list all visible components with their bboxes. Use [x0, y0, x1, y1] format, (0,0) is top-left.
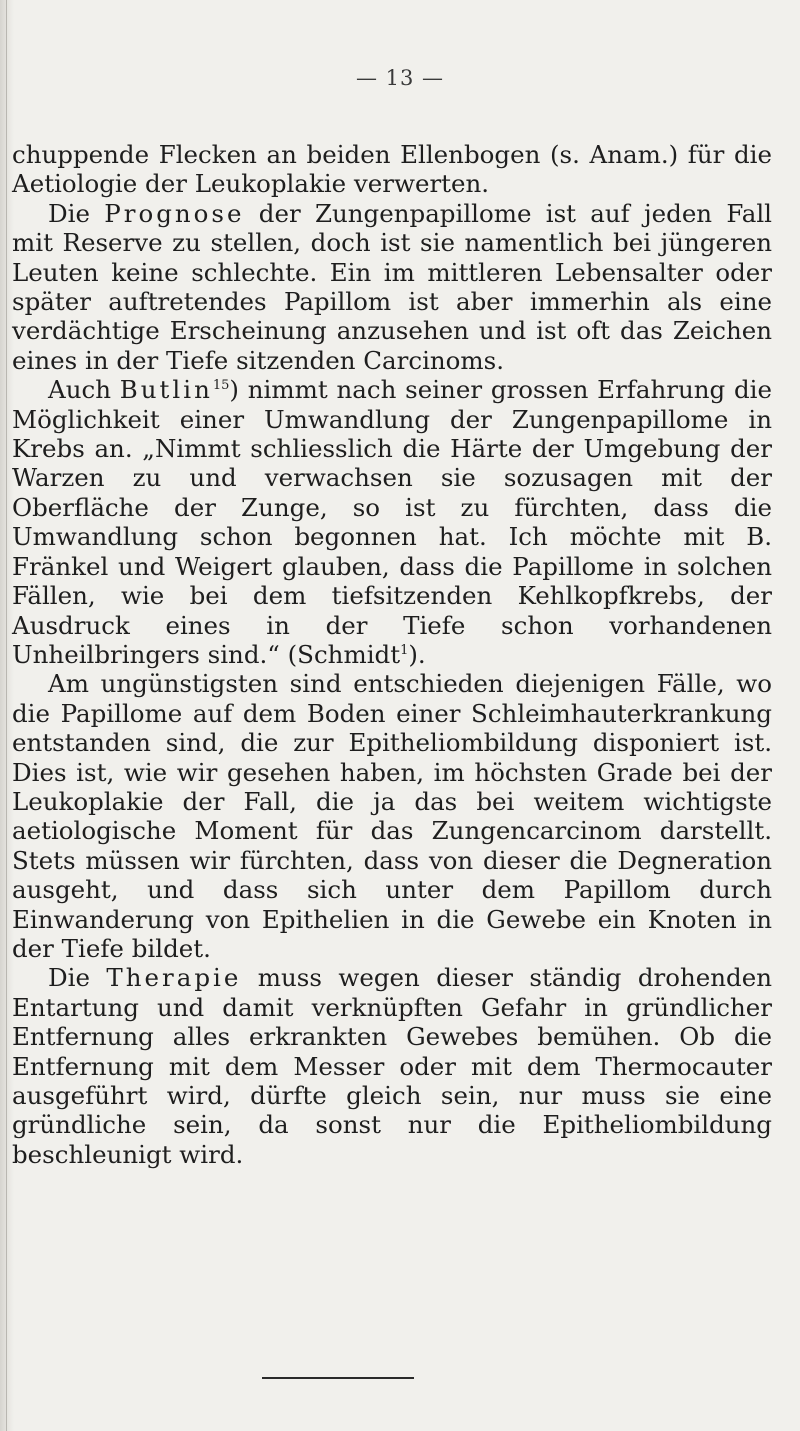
text-segment: Auch: [48, 375, 120, 405]
body-text: [12, 140, 772, 1169]
paragraph-faelle: [12, 669, 772, 963]
author-butlin: Butlin: [119, 375, 213, 405]
text-segment: Die: [48, 198, 105, 228]
text-segment: Am ungünstigsten sind entschieden diejenigen Fälle, wo die Papillome auf dem Boden einer Schleimhauterkrankung entstanden sind, die zur Epitheliombildung disponiert ist. Dies ist, wie wir gesehen haben, im höchsten Grade bei der Leukoplakie der Fall, die ja das bei weitem wichtigste aetiologische Moment für das Zungencarcinom darstellt. Stets müssen wir fürchten, dass von dieser die Degneration ausgeht, und dass sich unter dem Papillom durch Einwanderung von Epithelien in die Gewebe ein Knoten in der Tiefe bildet.: [12, 669, 772, 963]
emphasis-therapie: Therapie: [106, 963, 242, 993]
binding-edge-line: [6, 0, 7, 1431]
emphasis-prognose: Prognose: [104, 198, 245, 228]
paragraph-prognose: [12, 199, 772, 375]
text-segment: ) nimmt nach seiner grossen Erfahrung die Möglichkeit einer Umwandlung der Zungenpapillome in Krebs an. „Nimmt schliesslich die Härte der Umgebung der Warzen zu und verwachsen sie sozusagen mit der Oberfläche der Zunge, so ist zu fürchten, dass die Umwandlung schon begonnen hat. Ich möchte mit B. Fränkel und Weigert glauben, dass die Papillome in solchen Fällen, wie bei dem tiefsitzenden Kehlkopfkrebs, der Ausdruck eines in der Tiefe schon vorhandenen Unheilbringers sind.“ (Schmidt: [12, 375, 772, 669]
text-segment: der Zungenpapillome ist auf jeden Fall mit Reserve zu stellen, doch ist sie namentlich bei jüngeren Leuten keine schlechte. Ein im mittleren Lebensalter oder später auftretendes Papillom ist aber immerhin als eine verdächtige Erscheinung anzusehen und ist oft das Zeichen eines in der Tiefe sitzenden Carcinoms.: [12, 198, 772, 375]
text-segment: ).: [408, 639, 426, 669]
section-end-rule: [262, 1377, 414, 1379]
text-segment: muss wegen dieser ständig drohenden Entartung und damit verknüpften Gefahr in gründlicher Entfernung alles erkrankten Gewebes bemühen. Ob die Entfernung mit dem Messer oder mit dem Thermocauter ausgeführt wird, dürfte gleich sein, nur muss sie eine gründliche sein, da sonst nur die Epitheliombildung beschleunigt wird.: [12, 963, 773, 1169]
paragraph-butlin: [12, 375, 772, 669]
page-number: — 13 —: [355, 66, 445, 90]
footnote-ref-15: 15: [212, 378, 230, 394]
text-segment: Die: [48, 963, 107, 993]
footnote-ref-1: 1: [400, 642, 409, 658]
paragraph-1: [12, 140, 772, 199]
paragraph-therapie: [12, 963, 772, 1169]
text-segment: chuppende Flecken an beiden Ellenbogen (s. Anam.) für die Aetiologie der Leukoplakie verwerten.: [12, 140, 772, 199]
